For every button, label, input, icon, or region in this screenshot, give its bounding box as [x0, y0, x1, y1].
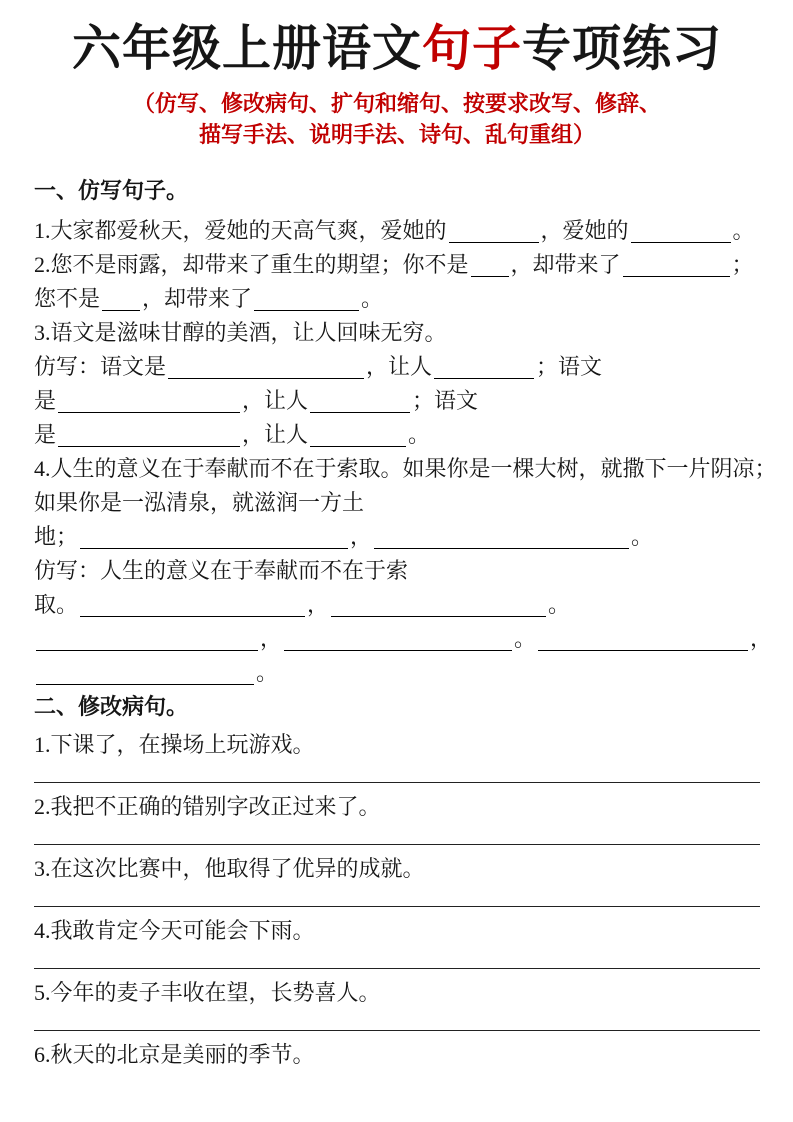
fill-blank-line [34, 418, 760, 452]
section2-body [34, 730, 760, 1070]
line-text: ， [750, 626, 773, 651]
fill-blank-line [34, 554, 760, 588]
answer-blank [538, 626, 748, 651]
answer-blank [374, 524, 629, 549]
answer-blank [310, 422, 406, 447]
line-text: ；语文 [412, 388, 479, 413]
line-text: ，让人 [242, 422, 309, 447]
line-text: 。 [631, 524, 654, 549]
answer-blank [36, 660, 254, 685]
fill-blank-line [34, 214, 760, 248]
answer-blank [471, 252, 509, 277]
exercise-text: 3.在这次比赛中，他取得了优异的成就。 [34, 856, 425, 881]
page-title [34, 20, 760, 78]
fill-blank-line [34, 622, 773, 656]
fill-blank-line [34, 588, 760, 622]
answer-line [34, 906, 760, 907]
answer-blank [331, 592, 546, 617]
fill-blank-line [34, 316, 760, 350]
line-text: ， [260, 626, 283, 651]
subtitle [34, 88, 760, 150]
answer-blank [449, 218, 539, 243]
answer-blank [310, 388, 410, 413]
line-text: 您不是 [34, 286, 101, 311]
section2-heading: 二、修改病句。 [34, 694, 189, 719]
fill-blank-line [34, 452, 777, 486]
answer-line [34, 782, 760, 783]
line-text: 。 [548, 592, 571, 617]
line-text: ，却带来了 [142, 286, 253, 311]
line-text: 。 [256, 660, 279, 685]
exercise-text: 1.下课了，在操场上玩游戏。 [34, 732, 315, 757]
fill-blank-line [34, 282, 760, 316]
fill-blank-line [34, 486, 760, 520]
line-text: ， [350, 524, 373, 549]
fill-blank-line [34, 656, 760, 690]
section1-heading: 一、仿写句子。 [34, 178, 189, 203]
answer-blank [58, 388, 240, 413]
exercise-text: 5.今年的麦子丰收在望，长势喜人。 [34, 980, 381, 1005]
fill-blank-line [34, 248, 760, 282]
exercise-item [34, 854, 760, 907]
line-text: 1.大家都爱秋天，爱她的天高气爽，爱她的 [34, 218, 447, 243]
line-text: ，让人 [242, 388, 309, 413]
exercise-item [34, 730, 760, 783]
line-text: 地； [34, 524, 79, 549]
line-text: 3.语文是滋味甘醇的美酒，让人回味无穷。 [34, 320, 447, 345]
line-text: 是 [34, 422, 57, 447]
exercise-item [34, 792, 760, 845]
answer-blank [36, 626, 258, 651]
line-text: 4.人生的意义在于奉献而不在于索取。如果你是一棵大树，就撒下一片阴凉； [34, 456, 777, 481]
answer-blank [631, 218, 731, 243]
subtitle-line-1: （仿写、修改病句、扩句和缩句、按要求改写、修辞、 [132, 91, 661, 116]
line-text: 。 [361, 286, 384, 311]
exercise-text: 4.我敢肯定今天可能会下雨。 [34, 918, 315, 943]
line-text: ，让人 [366, 354, 433, 379]
answer-blank [80, 524, 348, 549]
line-text: 仿写：语文是 [34, 354, 167, 379]
exercise-text: 2.我把不正确的错别字改正过来了。 [34, 794, 381, 819]
line-text: 是 [34, 388, 57, 413]
subtitle-line-2: 描写手法、说明手法、诗句、乱句重组） [198, 122, 595, 147]
line-text: 取。 [34, 592, 79, 617]
exercise-item [34, 916, 760, 969]
answer-line [34, 844, 760, 845]
section1-body [34, 214, 777, 690]
exercise-item [34, 978, 760, 1031]
answer-line [34, 968, 760, 969]
line-text: ， [307, 592, 330, 617]
line-text: 如果你是一泓清泉，就滋润一方土 [34, 490, 365, 515]
line-text: ，爱她的 [540, 218, 629, 243]
fill-blank-line [34, 384, 760, 418]
line-text: 。 [514, 626, 537, 651]
line-text: 仿写：人生的意义在于奉献而不在于索 [34, 558, 409, 583]
answer-blank [58, 422, 240, 447]
line-text: 。 [732, 218, 755, 243]
exercise-item [34, 1040, 760, 1070]
answer-blank [284, 626, 512, 651]
answer-blank [80, 592, 305, 617]
answer-blank [623, 252, 730, 277]
fill-blank-line [34, 520, 760, 554]
answer-blank [102, 286, 140, 311]
line-text: ；语文 [536, 354, 603, 379]
fill-blank-line [34, 350, 760, 384]
answer-line [34, 1030, 760, 1031]
line-text: ； [731, 252, 754, 277]
line-text: ，却带来了 [510, 252, 621, 277]
title-highlight: 句子 [421, 21, 522, 76]
title-post: 专项练习 [522, 21, 723, 76]
line-text: 2.您不是雨露，却带来了重生的期望；你不是 [34, 252, 469, 277]
title-pre: 六年级上册语文 [71, 21, 422, 76]
answer-blank [254, 286, 359, 311]
answer-blank [434, 354, 534, 379]
exercise-text: 6.秋天的北京是美丽的季节。 [34, 1042, 315, 1067]
line-text: 。 [408, 422, 431, 447]
answer-blank [168, 354, 364, 379]
